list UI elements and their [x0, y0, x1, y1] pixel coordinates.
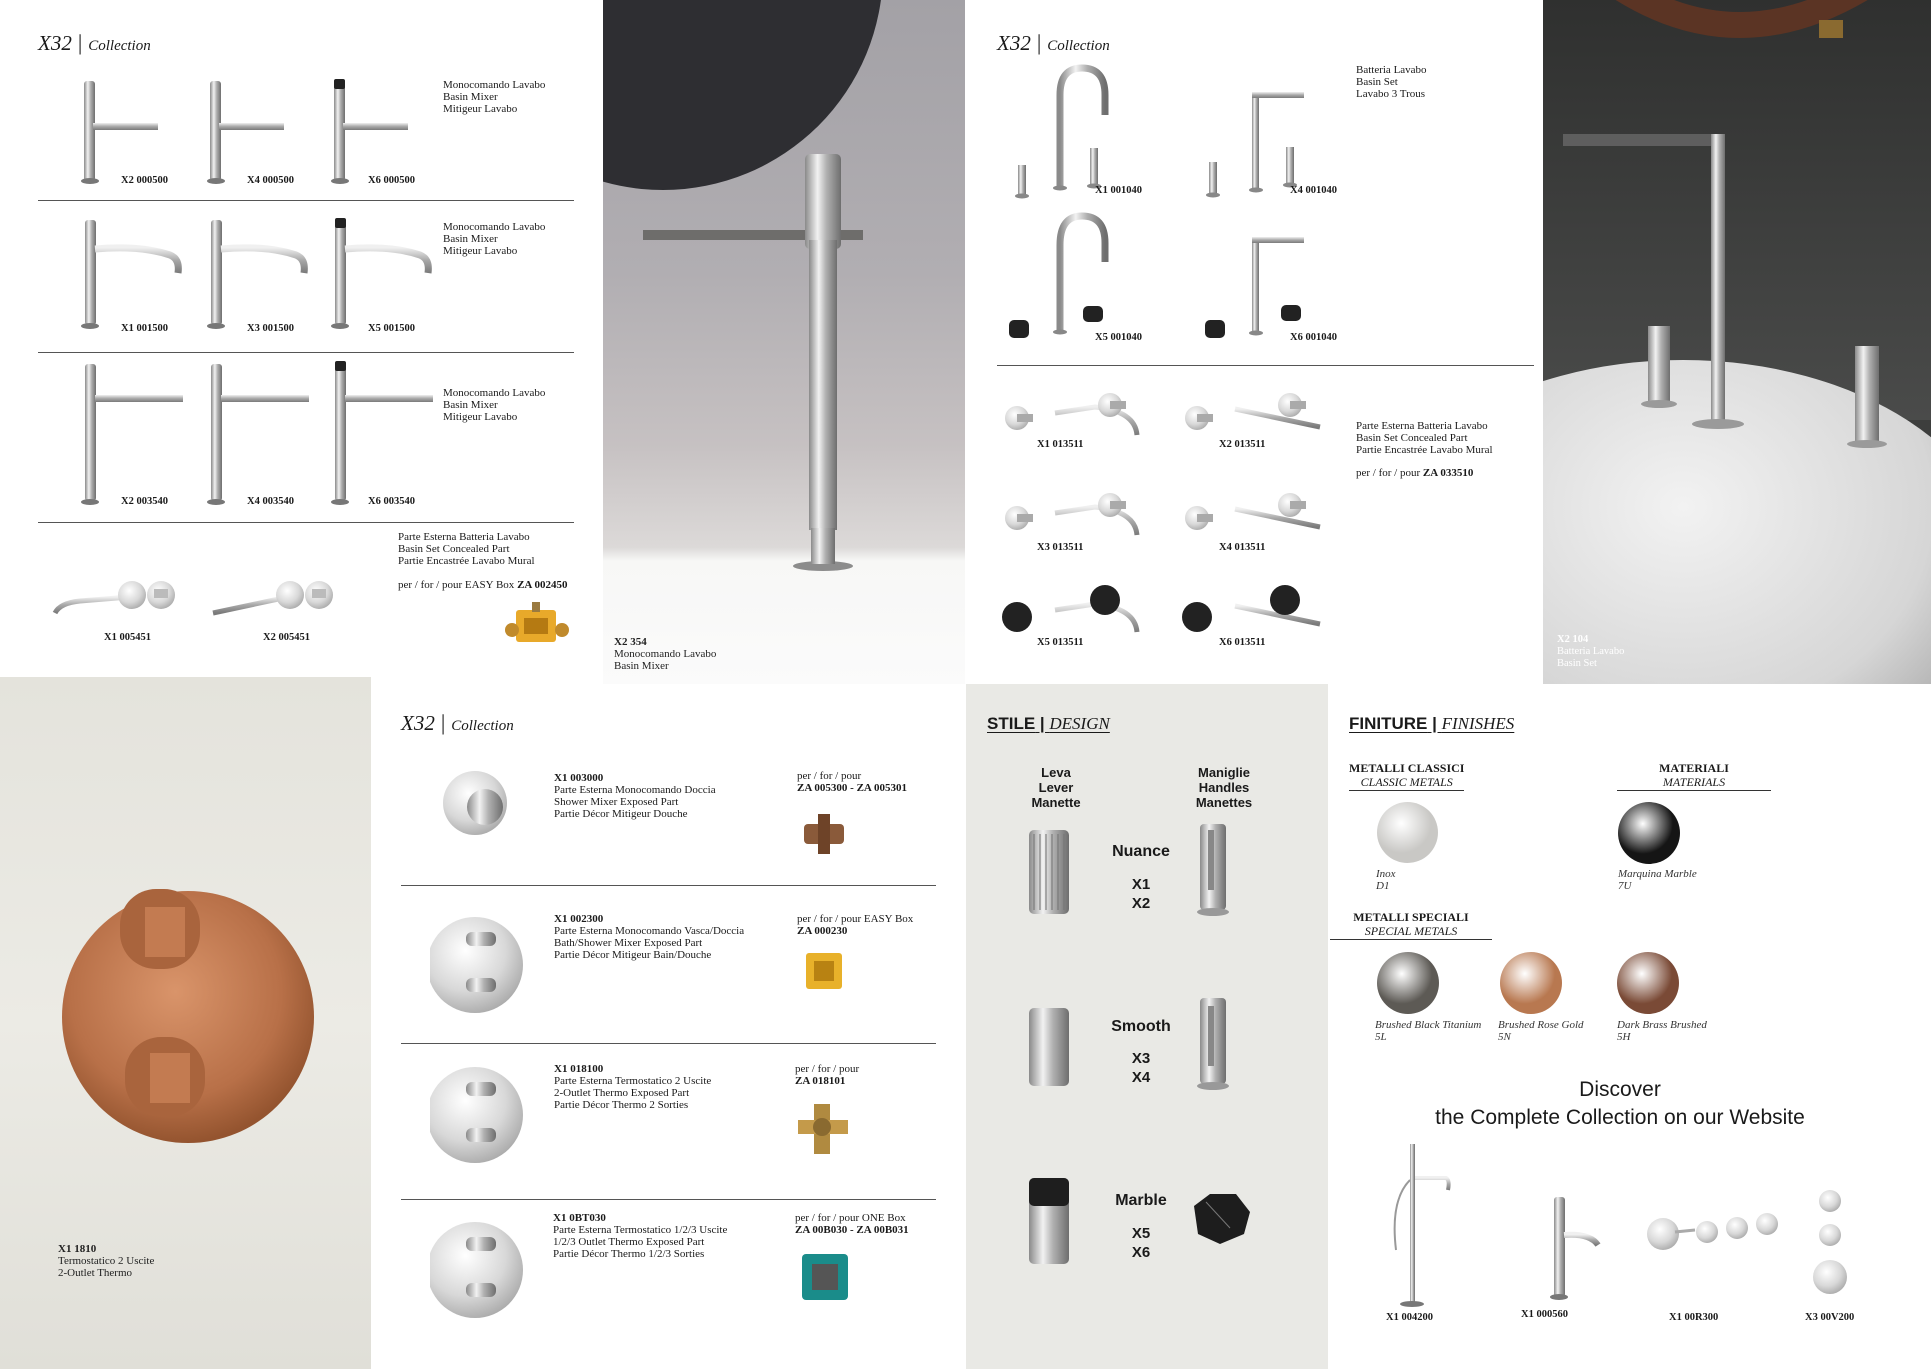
collection-prefix: X32: [38, 31, 72, 55]
desc-line: Shower Mixer Exposed Part: [554, 796, 679, 808]
finishes-title: FINITURE | FINISHES: [1349, 714, 1515, 733]
finish-name: Brushed Rose Gold: [1498, 1019, 1584, 1031]
finish-label: [1618, 868, 1697, 892]
product-code: X1 0BT030: [553, 1212, 606, 1224]
desc-line: Parte Esterna Monocomando Vasca/Doccia: [554, 925, 745, 937]
discover-message[interactable]: [1360, 1076, 1880, 1132]
style-code: X3: [1131, 1050, 1151, 1067]
per-code: ZA 033510: [1422, 467, 1474, 479]
caption-line: Termostatico 2 Uscite: [58, 1255, 155, 1267]
caption-line: Monocomando Lavabo: [614, 648, 717, 660]
box-reference: [1356, 467, 1473, 479]
heading-title: METALLI SPECIALI: [1353, 910, 1469, 924]
finish-code: 5N: [1498, 1031, 1511, 1043]
product-code: X2 000500: [121, 175, 168, 186]
finish-name: Brushed Black Titanium: [1375, 1019, 1482, 1031]
body-image: [796, 810, 856, 860]
divider: [38, 522, 574, 523]
wall-basin-sets-image: [1000, 385, 1340, 655]
finish-swatch-inox: [1377, 802, 1438, 863]
caption-code: X2 104: [1557, 634, 1589, 645]
product-code: X1 00R300: [1669, 1312, 1719, 1323]
collection-prefix: X32: [401, 711, 435, 735]
collection-heading: X32 | Collection: [38, 30, 151, 55]
product-code: X3 013511: [1037, 542, 1084, 553]
product-description: [554, 1063, 711, 1111]
finish-name: Dark Brass Brushed: [1617, 1019, 1707, 1031]
style-title-main: STILE: [987, 714, 1036, 733]
product-code: X5 001500: [368, 323, 415, 334]
per-code: ZA 000230: [797, 925, 848, 937]
photo-caption: [58, 1243, 154, 1279]
finish-swatch-rose-gold: [1500, 952, 1562, 1014]
style-name: Smooth: [1111, 1018, 1171, 1035]
product-code: X4 001040: [1290, 185, 1337, 196]
product-description: [553, 1212, 727, 1260]
photo-caption: [1557, 634, 1624, 670]
col-line: Maniglie: [1197, 765, 1250, 780]
per-code: ZA 002450: [517, 579, 568, 591]
box-reference: [795, 1063, 859, 1087]
per-label: per / for / pour EASY Box: [398, 579, 518, 591]
wall-basin-set-image: [50, 565, 350, 620]
per-code: ZA 00B030 - ZA 00B031: [795, 1224, 909, 1236]
finish-swatch-dark-brass: [1617, 952, 1679, 1014]
desc-line: 2-Outlet Thermo Exposed Part: [554, 1087, 690, 1099]
collection-heading: X32 | Collection: [997, 30, 1110, 55]
desc-line: Partie Encastrée Lavabo Mural: [1356, 444, 1493, 456]
caption-line: Basin Mixer: [614, 660, 669, 672]
per-label: per / for / pour: [795, 1063, 860, 1075]
style-code: X4: [1131, 1069, 1151, 1086]
finish-label: [1617, 1019, 1707, 1043]
desc-line: Partie Décor Thermo 2 Sorties: [554, 1099, 689, 1111]
product-code: X6 000500: [368, 175, 415, 186]
column-handles: [1184, 765, 1264, 810]
desc-line: Batteria Lavabo: [1356, 64, 1427, 76]
finish-code: D1: [1376, 880, 1390, 892]
desc-line: Parte Esterna Batteria Lavabo: [398, 531, 530, 543]
desc-line: Basin Mixer: [443, 233, 498, 245]
faucet-row-1-image: [80, 75, 480, 190]
product-code: X1 003000: [554, 772, 604, 784]
per-code: ZA 005300 - ZA 005301: [797, 782, 908, 794]
per-label: per / for / pour: [797, 770, 862, 782]
collection-label: Collection: [451, 718, 514, 734]
finish-name: Marquina Marble: [1618, 868, 1697, 880]
faucet-row-3-image: [80, 358, 480, 508]
col-line: Manettes: [1195, 795, 1253, 810]
product-code: X6 003540: [368, 496, 415, 507]
style-codes: [1098, 875, 1184, 913]
collection-label: Collection: [1047, 38, 1110, 54]
special-metals-heading: [1330, 910, 1492, 940]
photo-basin-set: [1543, 0, 1931, 684]
product-code: X1 001040: [1095, 185, 1142, 196]
thermostatic-shape: [60, 867, 320, 1167]
product-code: X3 001500: [247, 323, 294, 334]
product-code: X5 001040: [1095, 332, 1142, 343]
caption-line: 2-Outlet Thermo: [58, 1267, 133, 1279]
caption-line: Batteria Lavabo: [1557, 646, 1625, 657]
desc-line: Monocomando Lavabo: [443, 79, 546, 91]
finishes-title-sub: FINISHES: [1441, 714, 1515, 733]
caption-line: Basin Set: [1557, 658, 1597, 669]
heading-subtitle: CLASSIC METALS: [1349, 775, 1464, 791]
product-code: X1 002300: [554, 913, 604, 925]
style-codes: [1098, 1049, 1184, 1087]
box-reference: [795, 1212, 909, 1236]
one-box-image: [798, 1250, 854, 1306]
product-code: X1 001500: [121, 323, 168, 334]
desc-line: Mitigeur Lavabo: [443, 245, 518, 257]
col-line: Handles: [1198, 780, 1250, 795]
finish-label: [1376, 868, 1396, 892]
product-code: X1 013511: [1037, 439, 1084, 450]
desc-line: Partie Décor Thermo 1/2/3 Sorties: [553, 1248, 705, 1260]
finishes-title-main: FINITURE: [1349, 714, 1428, 733]
desc-line: Parte Esterna Termostatico 1/2/3 Uscite: [553, 1224, 728, 1236]
photo-basin-mixer: [603, 0, 965, 684]
desc-line: Basin Mixer: [443, 91, 498, 103]
divider: [401, 1199, 936, 1200]
style-title: STILE | DESIGN: [987, 714, 1110, 733]
product-description: [398, 531, 535, 567]
discover-line: the Complete Collection on our Website: [1435, 1106, 1805, 1129]
col-line: Manette: [1031, 795, 1081, 810]
product-code: X4 003540: [247, 496, 294, 507]
heading-subtitle: SPECIAL METALS: [1330, 924, 1492, 940]
box-image: [796, 945, 856, 1000]
heading-title: METALLI CLASSICI: [1349, 761, 1465, 775]
product-code: X1 004200: [1386, 1312, 1433, 1323]
thermo-body-image: [794, 1100, 854, 1160]
desc-line: Mitigeur Lavabo: [443, 411, 518, 423]
style-name: Nuance: [1112, 843, 1170, 860]
photo-thermostatic: [0, 677, 371, 1369]
caption-code: X1 1810: [58, 1243, 97, 1255]
faucet-row-2-image: [80, 215, 480, 335]
finish-swatch-marble: [1618, 802, 1680, 864]
finish-code: 5L: [1375, 1031, 1387, 1043]
basin-mixer-shape: [643, 140, 863, 580]
product-code: X4 013511: [1219, 542, 1266, 553]
col-line: Lever: [1038, 780, 1074, 795]
divider: [38, 352, 574, 353]
style-codes: [1098, 1224, 1184, 1262]
product-code: X1 000560: [1521, 1309, 1568, 1320]
finish-code: 7U: [1618, 880, 1632, 892]
divider: [401, 1043, 936, 1044]
finish-label: [1375, 1019, 1481, 1043]
finish-name: Inox: [1376, 868, 1396, 880]
website-products-image: [1380, 1140, 1880, 1310]
shower-parts-image: [430, 765, 530, 1325]
divider: [38, 200, 574, 201]
per-label: per / for / pour EASY Box: [797, 913, 914, 925]
basin-set-image: [1005, 60, 1345, 350]
product-code: X5 013511: [1037, 637, 1084, 648]
materials-heading: [1617, 761, 1771, 791]
desc-line: Mitigeur Lavabo: [443, 103, 518, 115]
style-title-sub: DESIGN: [1049, 714, 1110, 733]
product-code: X2 013511: [1219, 439, 1266, 450]
easy-box-reference: [398, 579, 568, 591]
classic-metals-heading: [1349, 761, 1464, 791]
desc-line: Parte Esterna Batteria Lavabo: [1356, 420, 1488, 432]
product-description: [554, 913, 744, 961]
style-code: X5: [1131, 1225, 1151, 1242]
heading-title: MATERIALI: [1659, 761, 1729, 775]
col-line: Leva: [1041, 765, 1071, 780]
product-code: X4 000500: [247, 175, 294, 186]
finish-code: 5H: [1617, 1031, 1631, 1043]
product-description: [443, 221, 545, 257]
product-code: X2 005451: [263, 632, 310, 643]
divider: [401, 885, 936, 886]
product-description: [443, 387, 545, 423]
photo-caption: [614, 636, 716, 672]
style-code: X1: [1131, 876, 1151, 893]
desc-line: 1/2/3 Outlet Thermo Exposed Part: [553, 1236, 705, 1248]
discover-line: Discover: [1579, 1078, 1661, 1101]
caption-code: X2 354: [614, 636, 647, 648]
product-description: [1356, 420, 1493, 456]
desc-line: Basin Mixer: [443, 399, 498, 411]
product-code: X6 013511: [1219, 637, 1266, 648]
product-code: X1 018100: [554, 1063, 604, 1075]
heading-subtitle: MATERIALS: [1617, 775, 1771, 791]
style-code: X6: [1131, 1244, 1151, 1261]
column-lever: [1018, 765, 1094, 810]
desc-line: Partie Décor Mitigeur Douche: [554, 808, 688, 820]
product-description: [554, 772, 716, 820]
desc-line: Lavabo 3 Trous: [1356, 88, 1426, 100]
per-label: per / for / pour: [1356, 467, 1423, 479]
desc-line: Basin Set Concealed Part: [1356, 432, 1468, 444]
product-description: [1356, 64, 1427, 100]
divider: [997, 365, 1534, 366]
desc-line: Basin Set: [1356, 76, 1398, 88]
desc-line: Monocomando Lavabo: [443, 387, 546, 399]
basin-set-shape: [1543, 0, 1931, 684]
collection-label: Collection: [88, 38, 151, 54]
product-code: X1 005451: [104, 632, 151, 643]
desc-line: Partie Encastrée Lavabo Mural: [398, 555, 535, 567]
easy-box-image: [502, 600, 578, 652]
collection-heading: X32 | Collection: [401, 710, 514, 735]
style-name: Marble: [1115, 1192, 1167, 1209]
product-code: X3 00V200: [1805, 1312, 1855, 1323]
desc-line: Basin Set Concealed Part: [398, 543, 510, 555]
finish-label: [1498, 1019, 1584, 1043]
desc-line: Parte Esterna Termostatico 2 Uscite: [554, 1075, 712, 1087]
desc-line: Bath/Shower Mixer Exposed Part: [554, 937, 703, 949]
product-code: X6 001040: [1290, 332, 1337, 343]
finish-swatch-black-titanium: [1377, 952, 1439, 1014]
style-code: X2: [1131, 895, 1151, 912]
desc-line: Parte Esterna Monocomando Doccia: [554, 784, 716, 796]
collection-prefix: X32: [997, 31, 1031, 55]
desc-line: Partie Décor Mitigeur Bain/Douche: [554, 949, 712, 961]
desc-line: Monocomando Lavabo: [443, 221, 546, 233]
product-code: X2 003540: [121, 496, 168, 507]
per-code: ZA 018101: [795, 1075, 846, 1087]
product-description: [443, 79, 545, 115]
box-reference: [797, 913, 913, 937]
per-label: per / for / pour ONE Box: [795, 1212, 906, 1224]
box-reference: [797, 770, 907, 794]
